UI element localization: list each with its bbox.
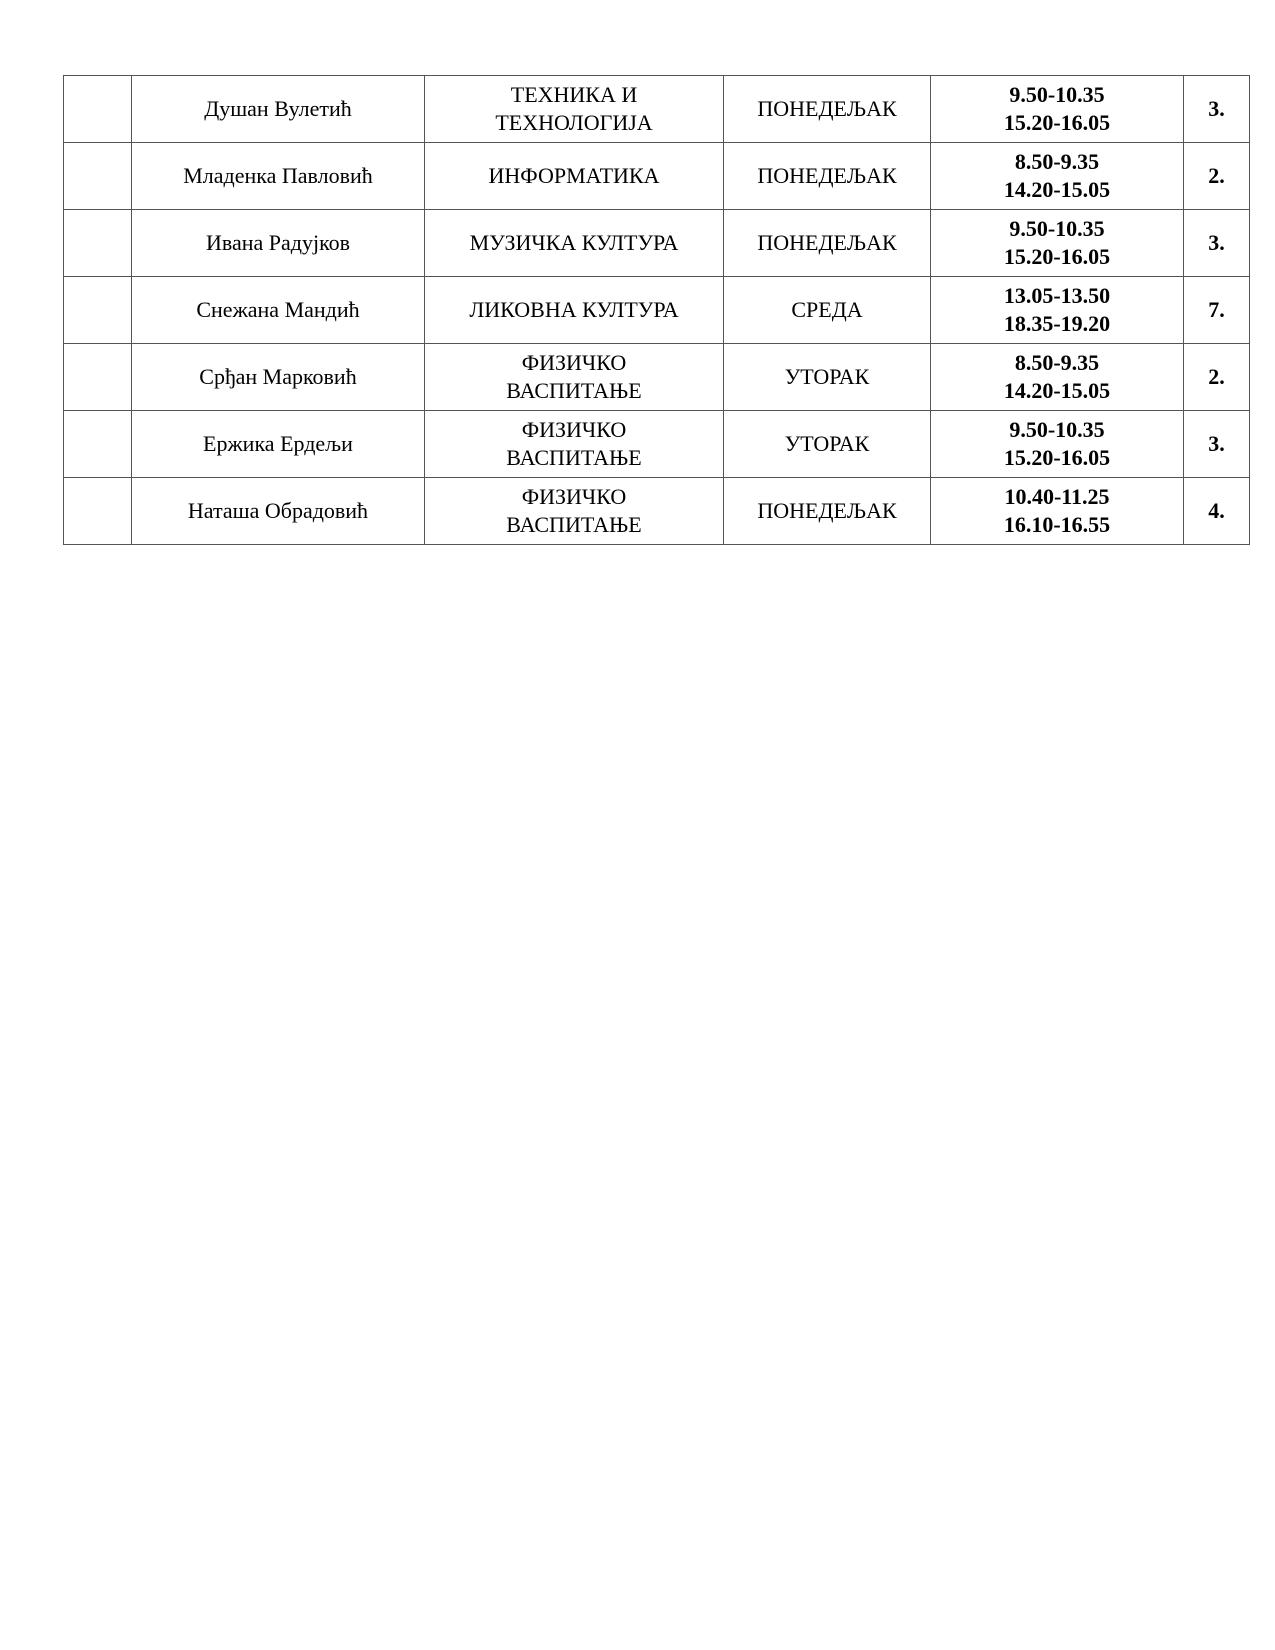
table-row xyxy=(64,143,1250,210)
time-range: 13.05-13.50 xyxy=(1003,283,1111,308)
row-number-cell xyxy=(64,210,132,277)
day-cell: УТОРАК xyxy=(724,344,931,411)
table-row xyxy=(64,277,1250,344)
subject-cell xyxy=(425,143,724,210)
row-number-cell xyxy=(64,143,132,210)
teacher-name-cell: Ержика Ердељи xyxy=(132,411,425,478)
time-cell xyxy=(931,210,1184,277)
time-range: 16.10-16.55 xyxy=(1003,512,1111,537)
time-cell xyxy=(931,478,1184,545)
table-row xyxy=(64,210,1250,277)
subject-line: ВАСПИТАЊЕ xyxy=(506,378,642,403)
subject-line: ФИЗИЧКО xyxy=(521,417,627,442)
teacher-name-cell: Срђан Марковић xyxy=(132,344,425,411)
row-number-cell xyxy=(64,478,132,545)
time-range: 14.20-15.05 xyxy=(1003,378,1111,403)
teacher-name-cell: Младенка Павловић xyxy=(132,143,425,210)
time-range: 10.40-11.25 xyxy=(1004,484,1110,509)
time-cell xyxy=(931,344,1184,411)
time-cell xyxy=(931,143,1184,210)
subject-cell xyxy=(425,277,724,344)
table-row xyxy=(64,76,1250,143)
subject-cell xyxy=(425,411,724,478)
table-row xyxy=(64,478,1250,545)
subject-line: ВАСПИТАЊЕ xyxy=(506,512,642,537)
subject-cell xyxy=(425,344,724,411)
teacher-name-cell: Ивана Радујков xyxy=(132,210,425,277)
time-range: 9.50-10.35 xyxy=(1009,417,1105,442)
subject-line: ТЕХНОЛОГИЈА xyxy=(495,110,653,135)
row-number-cell xyxy=(64,344,132,411)
subject-line: ИНФОРМАТИКА xyxy=(488,163,660,188)
day-cell: ПОНЕДЕЉАК xyxy=(724,143,931,210)
time-range: 15.20-16.05 xyxy=(1003,445,1111,470)
time-range: 8.50-9.35 xyxy=(1014,149,1100,174)
subject-line: ЛИКОВНА КУЛТУРА xyxy=(469,297,679,322)
row-number-cell xyxy=(64,411,132,478)
time-range: 15.20-16.05 xyxy=(1003,110,1111,135)
period-cell: 3. xyxy=(1184,76,1250,143)
subject-line: ТЕХНИКА И xyxy=(510,82,638,107)
teacher-name-cell: Наташа Обрадовић xyxy=(132,478,425,545)
subject-line: ФИЗИЧКО xyxy=(521,484,627,509)
subject-line: ВАСПИТАЊЕ xyxy=(506,445,642,470)
period-cell: 2. xyxy=(1184,344,1250,411)
time-range: 9.50-10.35 xyxy=(1009,216,1105,241)
day-cell: УТОРАК xyxy=(724,411,931,478)
table-row xyxy=(64,344,1250,411)
row-number-cell xyxy=(64,277,132,344)
subject-cell xyxy=(425,210,724,277)
subject-line: ФИЗИЧКО xyxy=(521,350,627,375)
period-cell: 3. xyxy=(1184,210,1250,277)
period-cell: 7. xyxy=(1184,277,1250,344)
day-cell: ПОНЕДЕЉАК xyxy=(724,478,931,545)
subject-cell xyxy=(425,478,724,545)
period-cell: 4. xyxy=(1184,478,1250,545)
time-range: 15.20-16.05 xyxy=(1003,244,1111,269)
table-row xyxy=(64,411,1250,478)
time-range: 14.20-15.05 xyxy=(1003,177,1111,202)
consultation-schedule-table xyxy=(63,75,1250,545)
day-cell: ПОНЕДЕЉАК xyxy=(724,76,931,143)
day-cell: СРЕДА xyxy=(724,277,931,344)
time-cell xyxy=(931,76,1184,143)
time-cell xyxy=(931,277,1184,344)
day-cell: ПОНЕДЕЉАК xyxy=(724,210,931,277)
subject-cell xyxy=(425,76,724,143)
time-cell xyxy=(931,411,1184,478)
time-range: 18.35-19.20 xyxy=(1003,311,1111,336)
teacher-name-cell: Душан Вулетић xyxy=(132,76,425,143)
time-range: 9.50-10.35 xyxy=(1009,82,1105,107)
period-cell: 2. xyxy=(1184,143,1250,210)
time-range: 8.50-9.35 xyxy=(1014,350,1100,375)
subject-line: МУЗИЧКА КУЛТУРА xyxy=(469,230,679,255)
period-cell: 3. xyxy=(1184,411,1250,478)
row-number-cell xyxy=(64,76,132,143)
teacher-name-cell: Снежана Мандић xyxy=(132,277,425,344)
